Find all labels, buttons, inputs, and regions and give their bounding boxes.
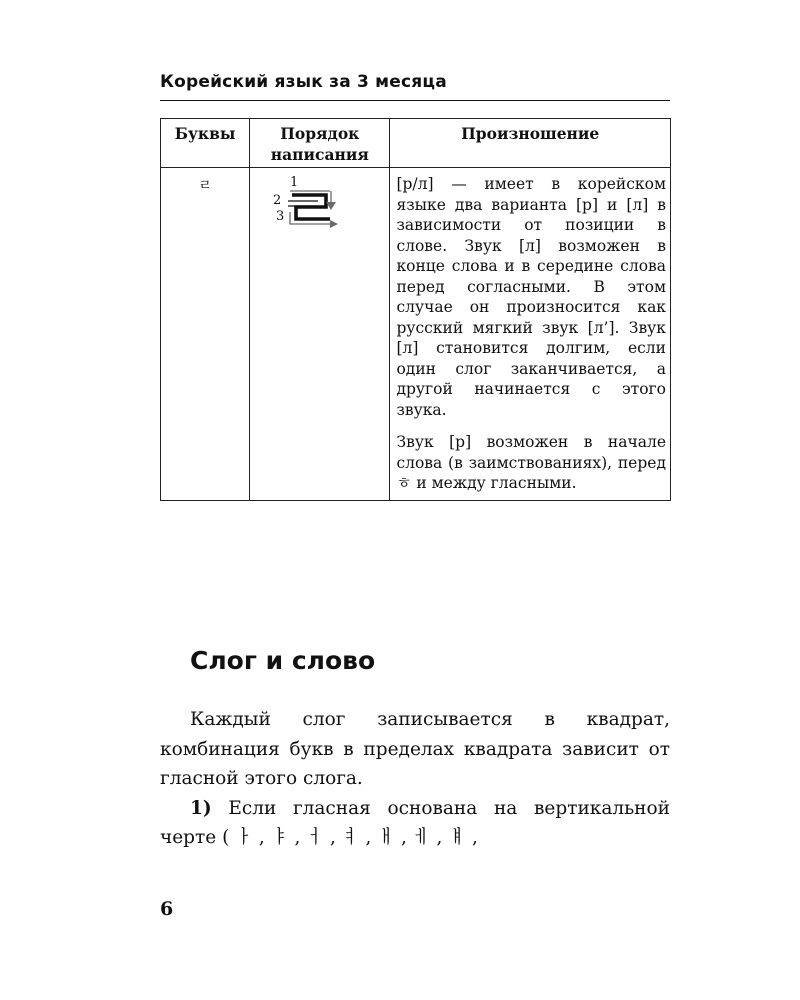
item-text: Если гласная основана на вертикальной черте ( ㅏ , ㅑ , ㅓ , ㅕ , ㅐ , ㅔ , ㅒ ,	[160, 797, 670, 848]
letter-rieul-strokes	[288, 195, 330, 219]
stroke-number-2: 2	[273, 193, 282, 208]
running-head-title: Корейский язык за 3 месяца	[160, 72, 447, 92]
page-number: 6	[160, 898, 174, 920]
body-text	[160, 705, 670, 853]
table-header-row	[161, 119, 671, 168]
pronunciation-cell	[390, 168, 671, 501]
item-number: 1)	[190, 797, 212, 819]
header-rule	[160, 100, 670, 101]
pronunciation-paragraph: [р/л] — имеет в корейском языке два варианта [р] и [л] в зависимости от позиции в слове. Звук [л] возможен в конце слова и в середине слова перед согласными. В этом случае он произносится как русский мягкий звук [л’]. Звук [л] становится долгим, если один слог заканчивается, а другой начинается с этого звука.	[396, 175, 666, 419]
table-row	[161, 168, 671, 501]
letter-glyph: ㄹ	[198, 178, 212, 194]
column-header-letters: Буквы	[161, 119, 250, 168]
numbered-item	[160, 794, 670, 853]
section-heading: Слог и слово	[190, 646, 376, 675]
body-paragraph: Каждый слог записывается в квадрат, комбинация букв в пределах квадрата зависит от гласной этого слога.	[160, 709, 670, 789]
letter-table	[160, 118, 671, 501]
stroke-number-1: 1	[290, 175, 299, 190]
column-header-pronunciation: Произношение	[390, 119, 671, 168]
pronunciation-paragraph: Звук [р] возможен в начале слова (в заимствованиях), перед ㅎ и между гласными.	[396, 433, 666, 492]
stroke-order-diagram	[270, 172, 370, 234]
stroke-order-cell	[250, 168, 390, 501]
column-header-stroke-order: Порядок написания	[250, 119, 390, 168]
stroke-number-3: 3	[276, 209, 285, 224]
letter-cell	[161, 168, 250, 501]
